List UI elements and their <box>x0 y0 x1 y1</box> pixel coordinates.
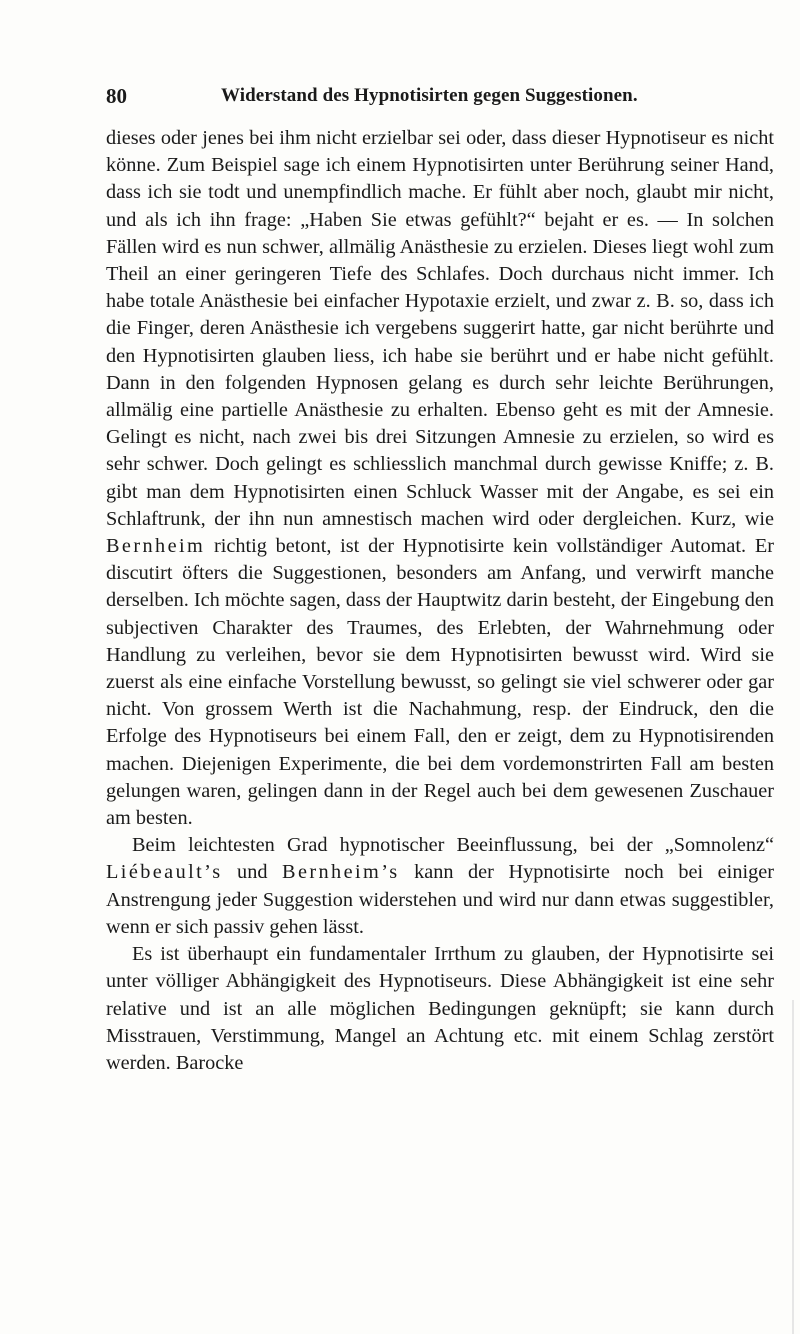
body-text <box>106 125 774 1077</box>
author-name-liebeault: Liébeault’s <box>106 861 223 884</box>
paragraph-3-text: Es ist überhaupt ein fundamentaler Irrthum zu glauben, der Hypnotisirte sei unter völliger Abhängigkeit des Hypnotiseurs. Diese Abhängigkeit ist eine sehr relative und ist an alle möglichen Bedingungen geknüpft; sie kann durch Misstrauen, Verstimmung, Mangel an Achtung etc. mit einem Schlag zerstört werden. Barocke <box>106 943 774 1074</box>
paragraph-3 <box>106 941 774 1077</box>
paragraph-1 <box>106 125 774 832</box>
running-title: Widerstand des Hypnotisirten gegen Suggestionen. <box>221 85 638 106</box>
author-name-bernheim: Bernheim <box>106 535 206 558</box>
paragraph-2 <box>106 832 774 941</box>
paragraph-2-text-c: kann der Hypnotisirte noch bei einiger Anstrengung jeder Suggestion widerstehen und wird nur dann etwas suggestibler, wenn er sich passiv gehen lässt. <box>106 861 774 938</box>
paragraph-1-text-a: dieses oder jenes bei ihm nicht erzielbar sei oder, dass dieser Hypnotiseur es nicht könne. Zum Beispiel sage ich einem Hypnotisirten unter Berührung seiner Hand, dass ich sie todt und unempfindlich mache. Er fühlt aber noch, glaubt mir nicht, und als ich ihn frage: „Haben Sie etwas gefühlt?“ bejaht er es. — In solchen Fällen wird es nun schwer, allmälig Anästhesie zu erzielen. Dieses liegt wohl zum Theil an einer geringeren Tiefe des Schlafes. Doch durchaus nicht immer. Ich habe totale Anästhesie bei einfacher Hypotaxie erzielt, und zwar z. B. so, dass ich die Finger, deren Anästhesie ich vergebens suggerirt hatte, gar nicht berührte und den Hypnotisirten glauben liess, ich habe sie berührt und er habe nicht gefühlt. Dann in den folgenden Hypnosen gelang es durch sehr leichte Berührungen, allmälig eine partielle Anästhesie zu erhalten. Ebenso geht es mit der Amnesie. Gelingt es nicht, nach zwei bis drei Sitzungen Amnesie zu erzielen, so wird es sehr schwer. Doch gelingt es schliesslich manchmal durch gewisse Kniffe; z. B. gibt man dem Hypnotisirten einen Schluck Wasser mit der Angabe, es sei ein Schlaftrunk, der ihn nun amnestisch machen wird oder dergleichen. Kurz, wie <box>106 127 774 530</box>
paragraph-2-text-b: und <box>222 861 283 884</box>
paragraph-1-text-b: richtig betont, ist der Hypnotisirte kein vollständiger Automat. Er discutirt öfters die Suggestionen, besonders am Anfang, und verwirft manche derselben. Ich möchte sagen, dass der Hauptwitz darin besteht, der Eingebung den subjectiven Charakter des Traumes, des Erlebten, der Wahrnehmung oder Handlung zu verleihen, bevor sie dem Hypnotisirten bewusst wird. Wird sie zuerst als eine einfache Vorstellung bewusst, so gelingt sie viel schwerer oder gar nicht. Von grossem Werth ist die Nachahmung, resp. der Eindruck, den die Erfolge des Hypnotiseurs bei einem Fall, den er zeigt, dem zu Hypnotisirenden machen. Diejenigen Experimente, die bei dem vordemonstrirten Fall am besten gelungen waren, gelingen dann in der Regel auch bei dem gewesenen Zuschauer am besten. <box>106 535 774 830</box>
page-number: 80 <box>106 84 127 108</box>
page-edge-line <box>792 1000 794 1334</box>
paragraph-2-text-a: Beim leichtesten Grad hypnotischer Beeinflussung, bei der „Somnolenz“ <box>132 834 774 857</box>
author-name-bernheim-possessive: Bernheim’s <box>282 861 400 884</box>
page-header <box>106 84 774 114</box>
